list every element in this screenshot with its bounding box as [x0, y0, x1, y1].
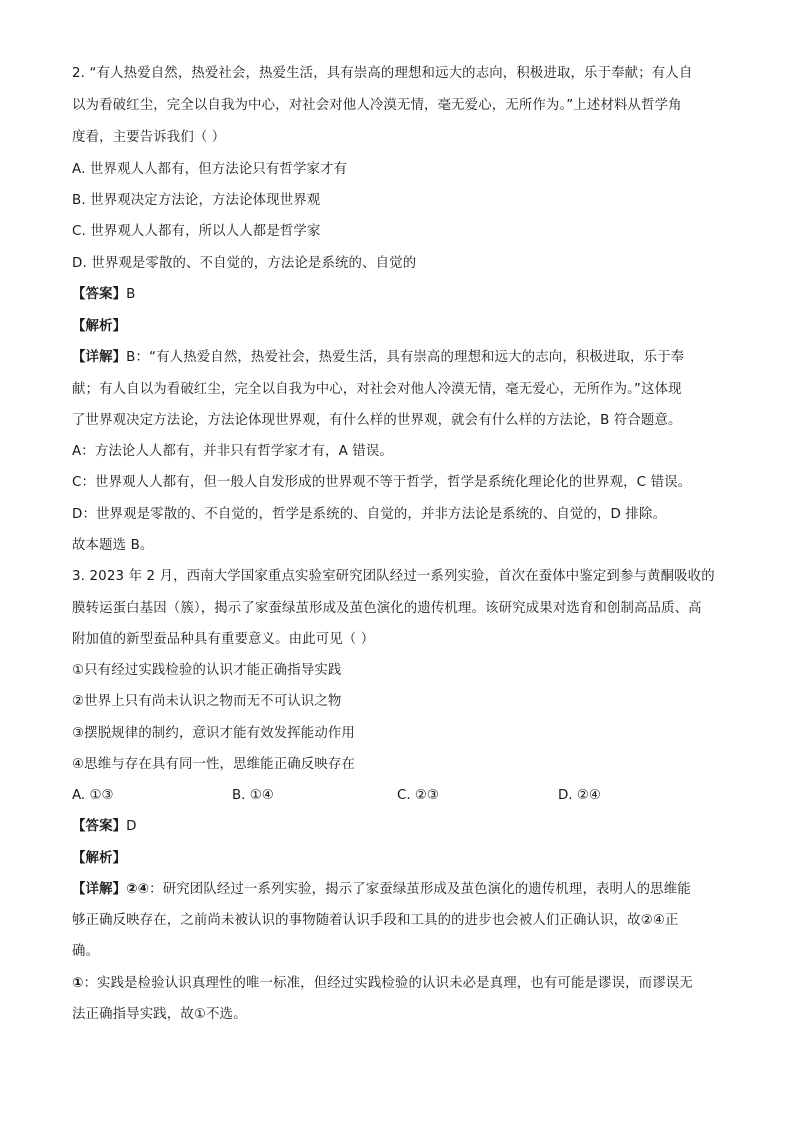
q3-statement-1: ①只有经过实践检验的认识才能正确指导实践: [72, 663, 342, 678]
q2-answer-value: B: [126, 287, 136, 302]
q3-option-a: A. ①③: [72, 788, 114, 803]
q2-detail-line-4: A：方法论人人都有，并非只有哲学家才有，A 错误。: [72, 444, 393, 459]
q3-statement-4: ④思维与存在具有同一性，思维能正确反映存在: [72, 757, 355, 772]
q3-detail-choice: ②④: [126, 882, 150, 897]
q2-detail-line-3: 了世界观决定方法论，方法论体现世界观，有什么样的世界观，就会有什么样的方法论，B 符合题意。: [72, 413, 682, 428]
q2-option-d: D. 世界观是零散的、不自觉的，方法论是系统的、自觉的: [72, 256, 417, 271]
q2-detail-label: 【详解】: [72, 350, 127, 365]
q2-stem-line-3: 度看，主要告诉我们（ ）: [72, 130, 226, 145]
q3-analysis-label: 【解析】: [72, 851, 127, 866]
q3-stem-line-2: 膜转运蛋白基因（簇），揭示了家蚕绿茧形成及茧色演化的遗传机理。该研究成果对选育和创制高品质、高: [72, 601, 702, 616]
q3-statement-3: ③摆脱规律的制约，意识才能有效发挥能动作用: [72, 726, 355, 741]
q3-detail-line-3: 确。: [72, 944, 100, 959]
q3-detail-line-1: [72, 880, 691, 900]
q3-stem-line-1: 3. 2023 年 2 月，西南大学国家重点实验室研究团队经过一系列实验，首次在蚕体中鉴定到参与黄酮吸收的: [72, 569, 715, 584]
q2-option-b: B. 世界观决定方法论，方法论体现世界观: [72, 193, 321, 208]
q3-option-c: C. ②③: [397, 788, 439, 803]
q2-conclusion: 故本题选 B。: [72, 538, 154, 553]
q2-detail-line-6: D：世界观是零散的、不自觉的，哲学是系统的、自觉的，并非方法论是系统的、自觉的，D 排除。: [72, 507, 667, 522]
q3-detail-text-1: ：研究团队经过一系列实验，揭示了家蚕绿茧形成及茧色演化的遗传机理，表明人的思维能: [149, 882, 691, 897]
q3-detail-line-2: 够正确反映存在，之前尚未被认识的事物随着认识手段和工具的的进步也会被人们正确认识，故②④正: [72, 913, 679, 928]
q3-option-d: D. ②④: [558, 788, 601, 803]
q3-stem-line-3: 附加值的新型蚕品种具有重要意义。由此可见（ ）: [72, 632, 375, 647]
q2-answer: [72, 285, 136, 305]
q2-option-a: A. 世界观人人都有，但方法论只有哲学家才有: [72, 162, 348, 177]
q2-stem-line-2: 以为看破红尘，完全以自我为中心，对社会对他人冷漠无情，毫无爱心，无所作为。”上述材料从哲学角: [72, 98, 682, 113]
q2-option-c: C. 世界观人人都有，所以人人都是哲学家: [72, 224, 321, 239]
q3-answer-value: D: [126, 819, 137, 834]
q3-detail2-choice: ①: [72, 976, 84, 991]
q3-answer-label: 【答案】: [72, 819, 127, 834]
q2-detail-line-2: 献；有人自以为看破红尘，完全以自我为中心，对社会对他人冷漠无情，毫无爱心，无所作为。”这体现: [72, 382, 682, 397]
q3-detail-line-4: [72, 974, 693, 994]
q3-answer: [72, 817, 137, 837]
q2-detail-text-1: B：“有人热爱自然，热爱社会，热爱生活，具有崇高的理想和远大的志向，积极进取，乐于奉: [126, 350, 685, 365]
q2-detail-line-5: C：世界观人人都有，但一般人自发形成的世界观不等于哲学，哲学是系统化理论化的世界观，C 错误。: [72, 475, 692, 490]
q3-option-b: B. ①④: [232, 788, 274, 803]
q2-answer-label: 【答案】: [72, 287, 127, 302]
q2-analysis-label: 【解析】: [72, 319, 127, 334]
q2-stem-line-1: 2. “有人热爱自然，热爱社会，热爱生活，具有崇高的理想和远大的志向，积极进取，乐于奉献；有人自: [72, 66, 693, 81]
q3-statement-2: ②世界上只有尚未认识之物而无不可认识之物: [72, 694, 342, 709]
q3-detail2-text: ：实践是检验认识真理性的唯一标准，但经过实践检验的认识未必是真理，也有可能是谬误，而谬误无: [83, 976, 693, 991]
q3-detail-line-5: 法正确指导实践，故①不选。: [72, 1007, 247, 1022]
q3-detail-label: 【详解】: [72, 882, 127, 897]
q2-detail-line-1: [72, 348, 684, 368]
